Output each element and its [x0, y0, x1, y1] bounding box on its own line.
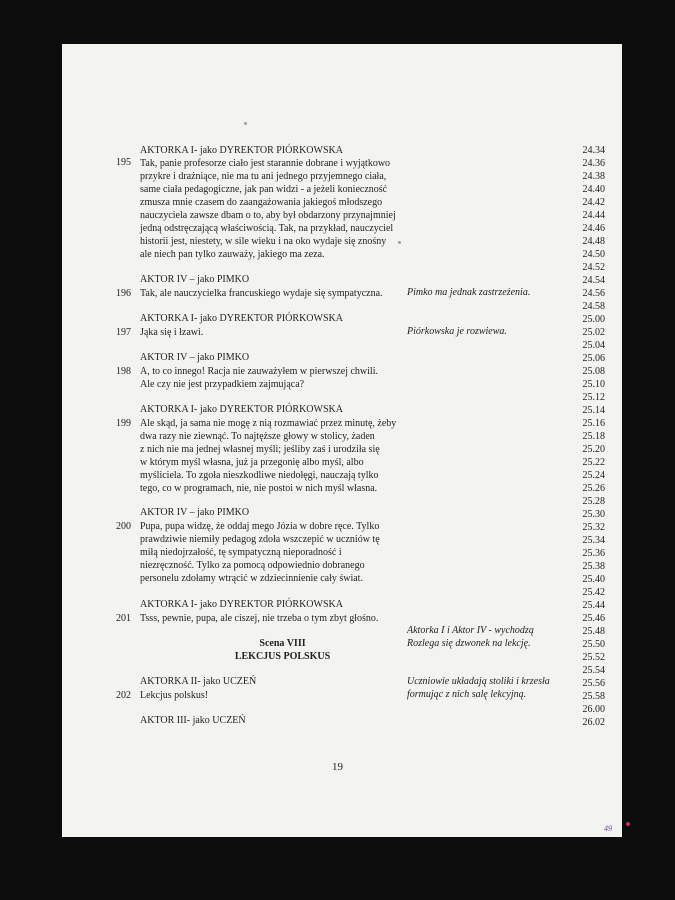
- dialogue-line: prawdziwie niemiły pedagog zdoła wszczepić w uczniów tę: [140, 534, 380, 545]
- speaker-heading: AKTOR III- jako UCZEŃ: [140, 715, 246, 726]
- timecode: 25.00: [582, 314, 605, 325]
- timecode: 25.56: [582, 678, 605, 689]
- line-number: 195: [116, 157, 131, 168]
- handwritten-page-mark: 49: [604, 824, 612, 833]
- color-marker-dot: [626, 822, 630, 826]
- dialogue-line: Tak, ale nauczycielka francuskiego wydaje się sympatyczna.: [140, 288, 383, 299]
- timecode: 24.58: [582, 301, 605, 312]
- speaker-heading: AKTORKA I- jako DYREKTOR PIÓRKOWSKA: [140, 599, 343, 610]
- timecode: 24.42: [582, 197, 605, 208]
- timecode: 24.36: [582, 158, 605, 169]
- scene-title: Scena VIII: [259, 638, 306, 649]
- line-number: 198: [116, 366, 131, 377]
- dialogue-line: przykre i drażniące, nie ma tu ani jednego przyjemnego ciała,: [140, 171, 387, 182]
- timecode: 25.50: [582, 639, 605, 650]
- line-number: 199: [116, 418, 131, 429]
- timecode: 24.50: [582, 249, 605, 260]
- dialogue-line: Tsss, pewnie, pupa, ale ciszej, nie trzeba o tym zbyt głośno.: [140, 613, 379, 624]
- dialogue-line: z nich nie ma jednej własnej myśli; jeśliby zaś i urodziła się: [140, 444, 380, 455]
- line-number: 202: [116, 690, 131, 701]
- stage-direction: Uczniowie układają stoliki i krzesła: [407, 676, 550, 687]
- dialogue-line: Tak, panie profesorze ciało jest starannie dobrane i wyjątkowo: [140, 158, 391, 169]
- timecode: 25.36: [582, 548, 605, 559]
- dialogue-line: same ciała pedagogiczne, jak pan widzi - a jeżeli konieczność: [140, 184, 388, 195]
- timecode: 25.10: [582, 379, 605, 390]
- dialogue-line: jedną odstręczającą właściwością. Tak, na przykład, nauczyciel: [140, 223, 394, 234]
- dialogue-line: Lekcjus polskus!: [140, 690, 209, 701]
- timecode: 25.40: [582, 574, 605, 585]
- timecode: 25.44: [582, 600, 605, 611]
- dialogue-line: zmusza mnie czasem do zaangażowania jakiegoś młodszego: [140, 197, 383, 208]
- line-number: 197: [116, 327, 131, 338]
- timecode: 25.42: [582, 587, 605, 598]
- timecode: 24.40: [582, 184, 605, 195]
- timecode: 25.38: [582, 561, 605, 572]
- timecode: 25.18: [582, 431, 605, 442]
- stage-direction: formując z nich salę lekcyjną.: [407, 689, 527, 700]
- paper-speck: [398, 241, 401, 244]
- dialogue-line: Ale czy nie jest przypadkiem zajmująca?: [140, 379, 305, 390]
- speaker-heading: AKTOR IV – jako PIMKO: [140, 507, 250, 518]
- timecode: 24.46: [582, 223, 605, 234]
- line-number: 200: [116, 521, 131, 532]
- dialogue-line: miłą niedojrzałość, tę sympatyczną nieporadność i: [140, 547, 342, 558]
- page-number: 19: [332, 761, 343, 773]
- dialogue-line: niezręczność. Tylko za pomocą odpowiednio dobranego: [140, 560, 365, 571]
- stage-direction: Aktorka I i Aktor IV - wychodzą: [407, 625, 534, 636]
- timecode: 25.46: [582, 613, 605, 624]
- timecode: 25.02: [582, 327, 605, 338]
- paper-speck: [244, 122, 247, 125]
- dialogue-line: myśliciela. To zgoła nieszkodliwe niedołęgi, nauczają tylko: [140, 470, 379, 481]
- timecode: 24.52: [582, 262, 605, 273]
- timecode: 25.52: [582, 652, 605, 663]
- dialogue-line: nauczyciela zawsze dbam o to, aby był obdarzony przynajmniej: [140, 210, 396, 221]
- timecode: 25.34: [582, 535, 605, 546]
- line-number: 201: [116, 613, 131, 624]
- dialogue-line: Ale skąd, ja sama nie mogę z nią rozmawiać przez minutę, żeby: [140, 418, 397, 429]
- timecode: 25.54: [582, 665, 605, 676]
- dialogue-line: ale niech pan tylko zauważy, jakiego ma zeza.: [140, 249, 325, 260]
- timecode: 25.28: [582, 496, 605, 507]
- scene-subtitle: LEKCJUS POLSKUS: [234, 651, 331, 662]
- timecode: 24.48: [582, 236, 605, 247]
- timecode: 25.16: [582, 418, 605, 429]
- speaker-heading: AKTOR IV – jako PIMKO: [140, 352, 250, 363]
- timecode: 24.44: [582, 210, 605, 221]
- speaker-heading: AKTORKA I- jako DYREKTOR PIÓRKOWSKA: [140, 313, 343, 324]
- speaker-heading: AKTORKA II- jako UCZEŃ: [140, 676, 257, 687]
- dialogue-line: tego, co w programach, nie, nie postoi w nich myśl własna.: [140, 483, 378, 494]
- timecode: 26.00: [582, 704, 605, 715]
- timecode: 25.08: [582, 366, 605, 377]
- speaker-heading: AKTOR IV – jako PIMKO: [140, 274, 250, 285]
- timecode: 24.34: [582, 145, 605, 156]
- timecode: 25.14: [582, 405, 605, 416]
- timecode: 25.22: [582, 457, 605, 468]
- stage-direction: Rozlega się dzwonek na lekcję.: [407, 638, 531, 649]
- timecode: 25.06: [582, 353, 605, 364]
- timecode: 24.38: [582, 171, 605, 182]
- timecode: 25.48: [582, 626, 605, 637]
- timecode: 25.26: [582, 483, 605, 494]
- dialogue-line: A, to co innego! Racja nie zauważyłem w pierwszej chwili.: [140, 366, 378, 377]
- speaker-heading: AKTORKA I- jako DYREKTOR PIÓRKOWSKA: [140, 145, 343, 156]
- dialogue-line: historii jest, niestety, w sile wieku i na oko wydaje się znośny: [140, 236, 387, 247]
- timecode: 24.54: [582, 275, 605, 286]
- dialogue-line: Jąka się i łzawi.: [140, 327, 204, 338]
- speaker-heading: AKTORKA I- jako DYREKTOR PIÓRKOWSKA: [140, 404, 343, 415]
- timecode: 24.56: [582, 288, 605, 299]
- line-number: 196: [116, 288, 131, 299]
- timecode: 25.20: [582, 444, 605, 455]
- dialogue-line: personelu zdołamy wtrącić w zdziecinnienie cały świat.: [140, 573, 363, 584]
- timecode: 25.12: [582, 392, 605, 403]
- timecode: 25.24: [582, 470, 605, 481]
- timecode: 26.02: [582, 717, 605, 728]
- timecode: 25.30: [582, 509, 605, 520]
- timecode: 25.32: [582, 522, 605, 533]
- dialogue-line: Pupa, pupa widzę, że oddaj mego Józia w dobre ręce. Tylko: [140, 521, 380, 532]
- dialogue-line: dwa razy nie ziewnąć. To najtęższe głowy w stolicy, żaden: [140, 431, 375, 442]
- stage-direction: Piórkowska je rozwiewa.: [407, 326, 507, 337]
- timecode: 25.58: [582, 691, 605, 702]
- timecode: 25.04: [582, 340, 605, 351]
- dialogue-line: w którym myśl własna, już ja przegonię albo myśl, albo: [140, 457, 364, 468]
- stage-direction: Pimko ma jednak zastrzeżenia.: [407, 287, 531, 298]
